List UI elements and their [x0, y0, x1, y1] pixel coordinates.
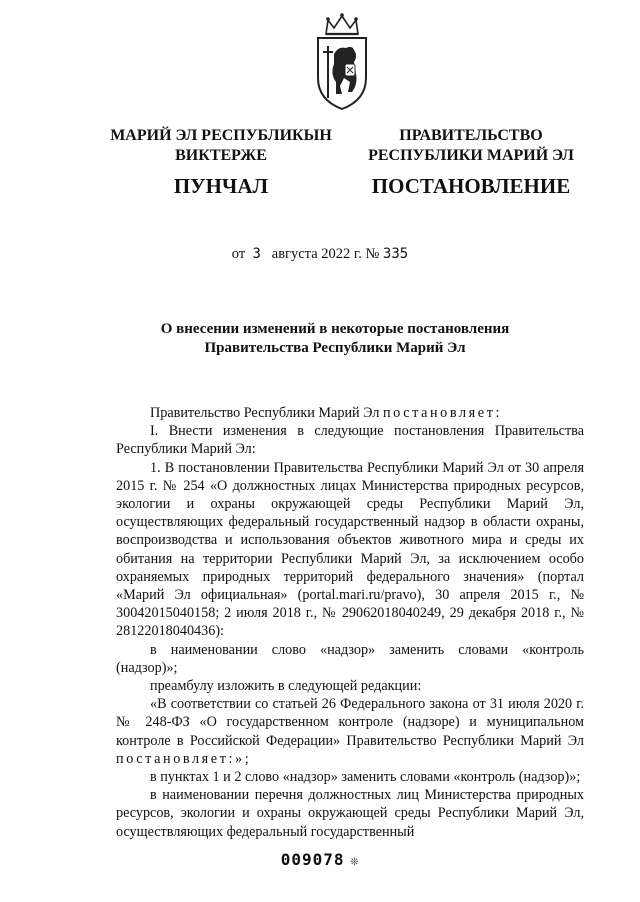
header-right-line2: РЕСПУБЛИКИ МАРИЙ ЭЛ: [368, 147, 574, 164]
coat-of-arms-icon: [312, 12, 372, 112]
date-month-year: августа 2022 г. №: [271, 246, 380, 262]
paragraph-5: [116, 695, 584, 768]
serial-number: 009078: [280, 850, 345, 869]
document-title: [100, 320, 570, 358]
header-left-line1: МАРИЙ ЭЛ РЕСПУБЛИКЫН: [110, 127, 332, 144]
paragraph-6: в пунктах 1 и 2 слово «надзор» заменить словами «контроль (надзор)»;: [150, 769, 581, 786]
paragraph-preamble: [116, 404, 584, 422]
header-right: [356, 126, 586, 166]
quote-verb: постановляет:»;: [116, 750, 252, 767]
preamble-text: Правительство Республики Марий Эл: [150, 405, 380, 421]
date-day: 3: [252, 246, 261, 262]
header-left-line2: ВИКТЕРЖЕ: [175, 147, 267, 164]
paragraph-1: I. Внести изменения в следующие постановления Правительства Республики Марий Эл:: [116, 423, 584, 458]
paragraph-2: 1. В постановлении Правительства Республики Марий Эл от 30 апреля 2015 г. № 254 «О должностных лицах Министерства природных ресурсов, экологии и охраны окружающей среды Республики Марий Эл, осуществляющих федеральный государственный надзор в области охраны, воспроизводства и использования объектов животного мира и среды их обитания на территории Республики Марий Эл, за исключением особо охраняемых природных территорий федерального значения» (портал «Марий Эл официальная» (portal.mari.ru/pravo), 30 апреля 2015 г., № 30042015040158; 2 июля 2018 г., № 29062018040249, 29 декабря 2018 г., № 28122018040436):: [116, 459, 584, 640]
header-left: [96, 126, 346, 166]
title-line2: Правительства Республики Марий Эл: [204, 340, 466, 356]
quote-text: «В соответствии со статьей 26 Федерального закона от 31 июля 2020 г. № 248-ФЗ «О государственном контроле (надзоре) и муниципальном контроле в Российской Федерации» Правительство Республики Марий Эл: [116, 696, 584, 749]
date-prefix: от: [231, 246, 246, 262]
snowflake-icon: ❊: [350, 854, 360, 869]
document-number: 335: [382, 246, 409, 262]
doc-type-mari: ПУНЧАЛ: [173, 174, 269, 198]
preamble-verb: постановляет:: [382, 405, 503, 421]
header-right-line1: ПРАВИТЕЛЬСТВО: [399, 127, 543, 144]
title-line1: О внесении изменений в некоторые постановления: [160, 321, 510, 337]
paragraph-3: в наименовании слово «надзор» заменить словами «контроль (надзор)»;: [116, 641, 584, 676]
document-body: [116, 404, 584, 841]
paragraph-4: преамбулу изложить в следующей редакции:: [150, 678, 422, 695]
serial-footer: [0, 850, 640, 869]
paragraph-7: в наименовании перечня должностных лиц Министерства природных ресурсов, экологии и охраны окружающей среды Республики Марий Эл, осуществляющих федеральный государственный: [116, 787, 584, 840]
doc-type-russian: ПОСТАНОВЛЕНИЕ: [371, 174, 571, 198]
date-line: [0, 246, 640, 263]
